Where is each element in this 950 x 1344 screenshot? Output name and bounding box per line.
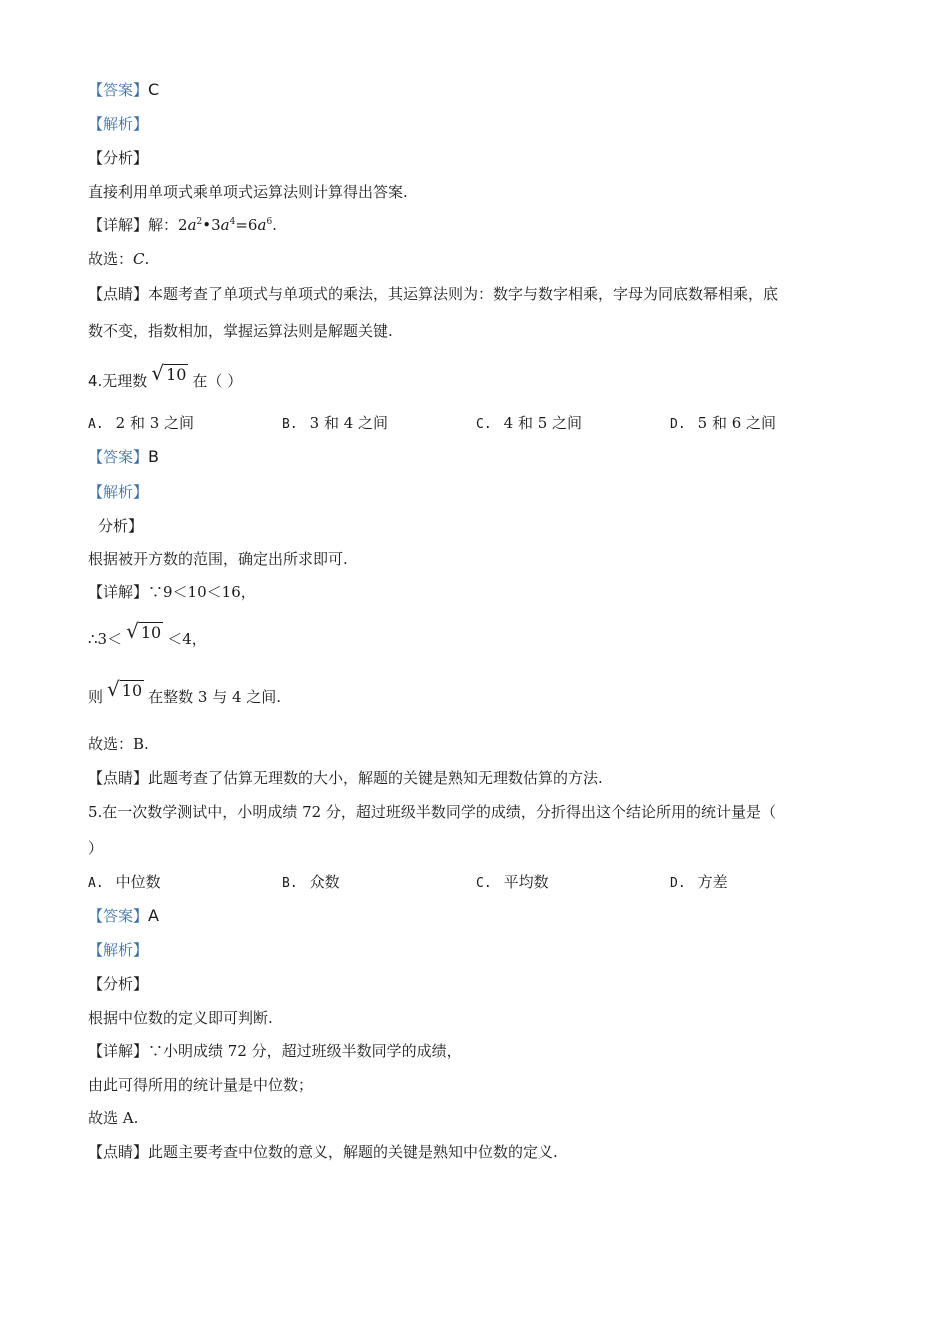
- q4-choose-line: 故选：B.: [88, 735, 149, 753]
- dianjing-tag: 【点睛】: [88, 1143, 149, 1161]
- option-text: 2 和 3 之间: [115, 414, 195, 432]
- q3-analysis-tag: 【解析】: [88, 115, 149, 133]
- q4-step3: [88, 678, 281, 710]
- q5-dianjing-line: [88, 1142, 558, 1162]
- choose-prefix: 故选：: [88, 250, 134, 268]
- q4-option-c: [476, 413, 582, 435]
- coef: 2: [178, 216, 188, 234]
- q5-answer-line: [88, 906, 159, 926]
- sqrt-symbol: √ 10: [126, 619, 162, 643]
- q3-choose-line: [88, 249, 149, 269]
- exponent: 6: [266, 217, 273, 227]
- option-key: D.: [670, 417, 686, 432]
- q3-fenxi-text: 直接利用单项式乘单项式运算法则计算得出答案.: [88, 183, 408, 201]
- q3-dianjing-line2: 数不变，指数相加，掌握运算法则是解题关键.: [88, 322, 393, 340]
- option-text: 中位数: [115, 873, 161, 891]
- q5-detail-line: [88, 1041, 462, 1061]
- detail-tag: 【详解】: [88, 583, 149, 601]
- answer-tag: 【答案】: [88, 81, 149, 99]
- detail-prefix: 解：: [148, 216, 179, 234]
- q5-stem-line2: ）: [88, 839, 104, 857]
- answer-value: C: [148, 80, 160, 99]
- q5-option-a: [88, 872, 161, 894]
- var: a: [187, 216, 197, 234]
- q3-answer-line: [88, 80, 159, 100]
- answer-tag: 【答案】: [88, 907, 149, 925]
- step-suffix: 在整数 3 与 4 之间.: [148, 688, 282, 706]
- q4-option-a: [88, 413, 194, 435]
- detail-tag: 【详解】: [88, 216, 149, 234]
- dianjing-text: 此题考查了估算无理数的大小，解题的关键是熟知无理数估算的方法.: [148, 769, 603, 787]
- option-key: C.: [476, 417, 492, 432]
- q4-fenxi-tag: 分析】: [98, 517, 144, 535]
- answer-value: B: [148, 447, 159, 466]
- q3-dianjing-line1: [88, 284, 778, 304]
- option-text: 众数: [309, 873, 340, 891]
- q5-option-c: [476, 872, 549, 894]
- q5-choose-line: 故选 A.: [88, 1109, 139, 1127]
- option-text: 方差: [697, 873, 728, 891]
- step-prefix: 则: [88, 688, 104, 706]
- q5-analysis-tag: 【解析】: [88, 941, 149, 959]
- q5-option-d: [670, 872, 728, 894]
- option-text: 3 和 4 之间: [309, 414, 389, 432]
- sqrt-symbol: √ 10: [151, 361, 187, 385]
- dianjing-text: 此题主要考查中位数的意义，解题的关键是熟知中位数的定义.: [148, 1143, 558, 1161]
- dianjing-tag: 【点睛】: [88, 769, 149, 787]
- detail-text: ∵小明成绩 72 分，超过班级半数同学的成绩，: [148, 1042, 462, 1060]
- option-key: D.: [670, 876, 686, 891]
- radicand: 10: [166, 365, 187, 384]
- var: a: [257, 216, 267, 234]
- q4-detail-line: [88, 582, 256, 602]
- q3-fenxi-tag: 【分析】: [88, 149, 149, 167]
- step-prefix: ∴3＜: [88, 630, 123, 648]
- q4-dianjing-line: [88, 768, 603, 788]
- radicand: 10: [121, 681, 143, 700]
- dianjing-tag: 【点睛】: [88, 285, 149, 303]
- var: a: [220, 216, 230, 234]
- period: .: [144, 250, 150, 268]
- option-text: 4 和 5 之间: [503, 414, 583, 432]
- detail-tag: 【详解】: [88, 1042, 149, 1060]
- option-key: B.: [282, 876, 298, 891]
- dianjing-text: 本题考查了单项式与单项式的乘法，其运算法则为：数字与数字相乘，字母为同底数幂相乘，底: [148, 285, 779, 303]
- option-key: A.: [88, 417, 104, 432]
- q5-option-b: [282, 872, 340, 894]
- q4-stem: [88, 362, 242, 394]
- exponent: 4: [229, 217, 236, 227]
- q4-analysis-tag: 【解析】: [88, 483, 149, 501]
- exponent: 2: [196, 217, 203, 227]
- sqrt-symbol: √ 10: [107, 677, 143, 701]
- q3-detail-line: [88, 215, 277, 235]
- step-suffix: ＜4，: [167, 630, 207, 648]
- option-text: 5 和 6 之间: [697, 414, 777, 432]
- option-key: C.: [476, 876, 492, 891]
- q4-step2: [88, 620, 207, 652]
- period: .: [272, 216, 277, 234]
- answer-tag: 【答案】: [88, 448, 149, 466]
- stem-prefix: 4.无理数: [88, 372, 148, 390]
- q5-fenxi-tag: 【分析】: [88, 975, 149, 993]
- stem-suffix: 在（ ）: [192, 372, 243, 390]
- option-text: 平均数: [503, 873, 549, 891]
- q5-fenxi-text: 根据中位数的定义即可判断.: [88, 1009, 273, 1027]
- coef: =6: [235, 216, 258, 234]
- q5-stem-line1: 5.在一次数学测试中，小明成绩 72 分，超过班级半数同学的成绩，分折得出这个结论所用的统计量是（: [88, 803, 776, 821]
- option-key: A.: [88, 876, 104, 891]
- coef: •3: [202, 216, 221, 234]
- option-key: B.: [282, 417, 298, 432]
- radicand: 10: [140, 623, 162, 642]
- q4-fenxi-text: 根据被开方数的范围，确定出所求即可.: [88, 550, 348, 568]
- detail-text: ∵9＜10＜16，: [148, 583, 256, 601]
- answer-value: A: [148, 906, 159, 925]
- q4-answer-line: [88, 447, 159, 467]
- q4-option-d: [670, 413, 776, 435]
- q5-step2: 由此可得所用的统计量是中位数；: [88, 1076, 314, 1094]
- choose-value: C: [133, 250, 145, 268]
- q4-option-b: [282, 413, 388, 435]
